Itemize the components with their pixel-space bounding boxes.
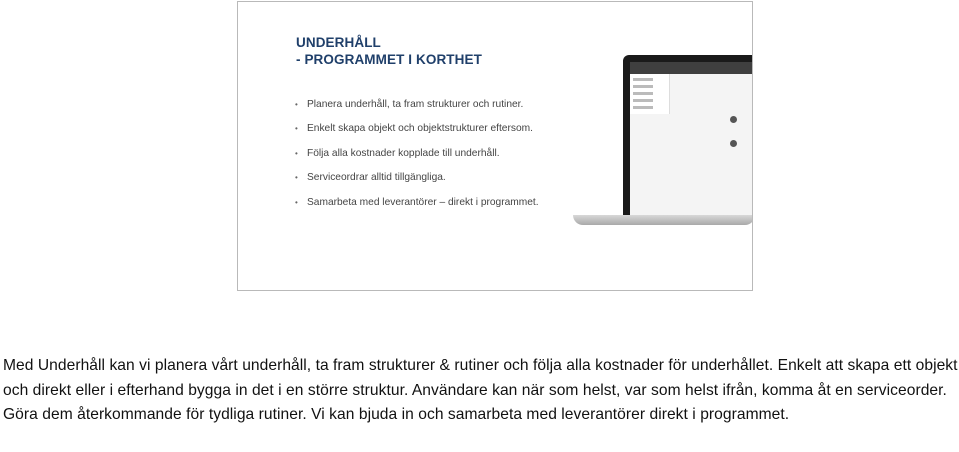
- slide-title: [296, 34, 482, 68]
- laptop-base: [573, 215, 753, 225]
- slide-title-line1: UNDERHÅLL: [296, 35, 381, 50]
- bullet-item: • Serviceordrar alltid tillgängliga.: [295, 170, 539, 194]
- app-sidebar: [630, 74, 670, 114]
- tool-icon: [730, 116, 737, 123]
- slide-title-line2: - PROGRAMMET I KORTHET: [296, 52, 482, 67]
- bullet-item: • Planera underhåll, ta fram strukturer och rutiner.: [295, 97, 539, 121]
- add-icon: [730, 140, 737, 147]
- caption-text: Med Underhåll kan vi planera vårt underhåll, ta fram strukturer & rutiner och följa alla kostnader för underhållet. Enkelt att skapa ett objekt och direkt eller i efterhand bygga in det i en större struktur. Användare kan när som helst, var som helst ifrån, komma åt en serviceorder. Göra dem återkommande för tydliga rutiner. Vi kan bjuda in och samarbeta med leverantörer direkt i programmet.: [3, 357, 958, 423]
- laptop-screen: [623, 55, 753, 216]
- bullet-item: • Följa alla kostnader kopplade till underhåll.: [295, 146, 539, 170]
- laptop-icon: [573, 55, 753, 225]
- app-topbar: [630, 62, 753, 74]
- slide-thumbnail: [237, 1, 753, 291]
- bullet-item: • Samarbeta med leverantörer – direkt i programmet.: [295, 195, 539, 219]
- bullet-list: [295, 97, 539, 219]
- bullet-item: • Enkelt skapa objekt och objektstrukturer eftersom.: [295, 121, 539, 145]
- laptop-display: [630, 62, 753, 215]
